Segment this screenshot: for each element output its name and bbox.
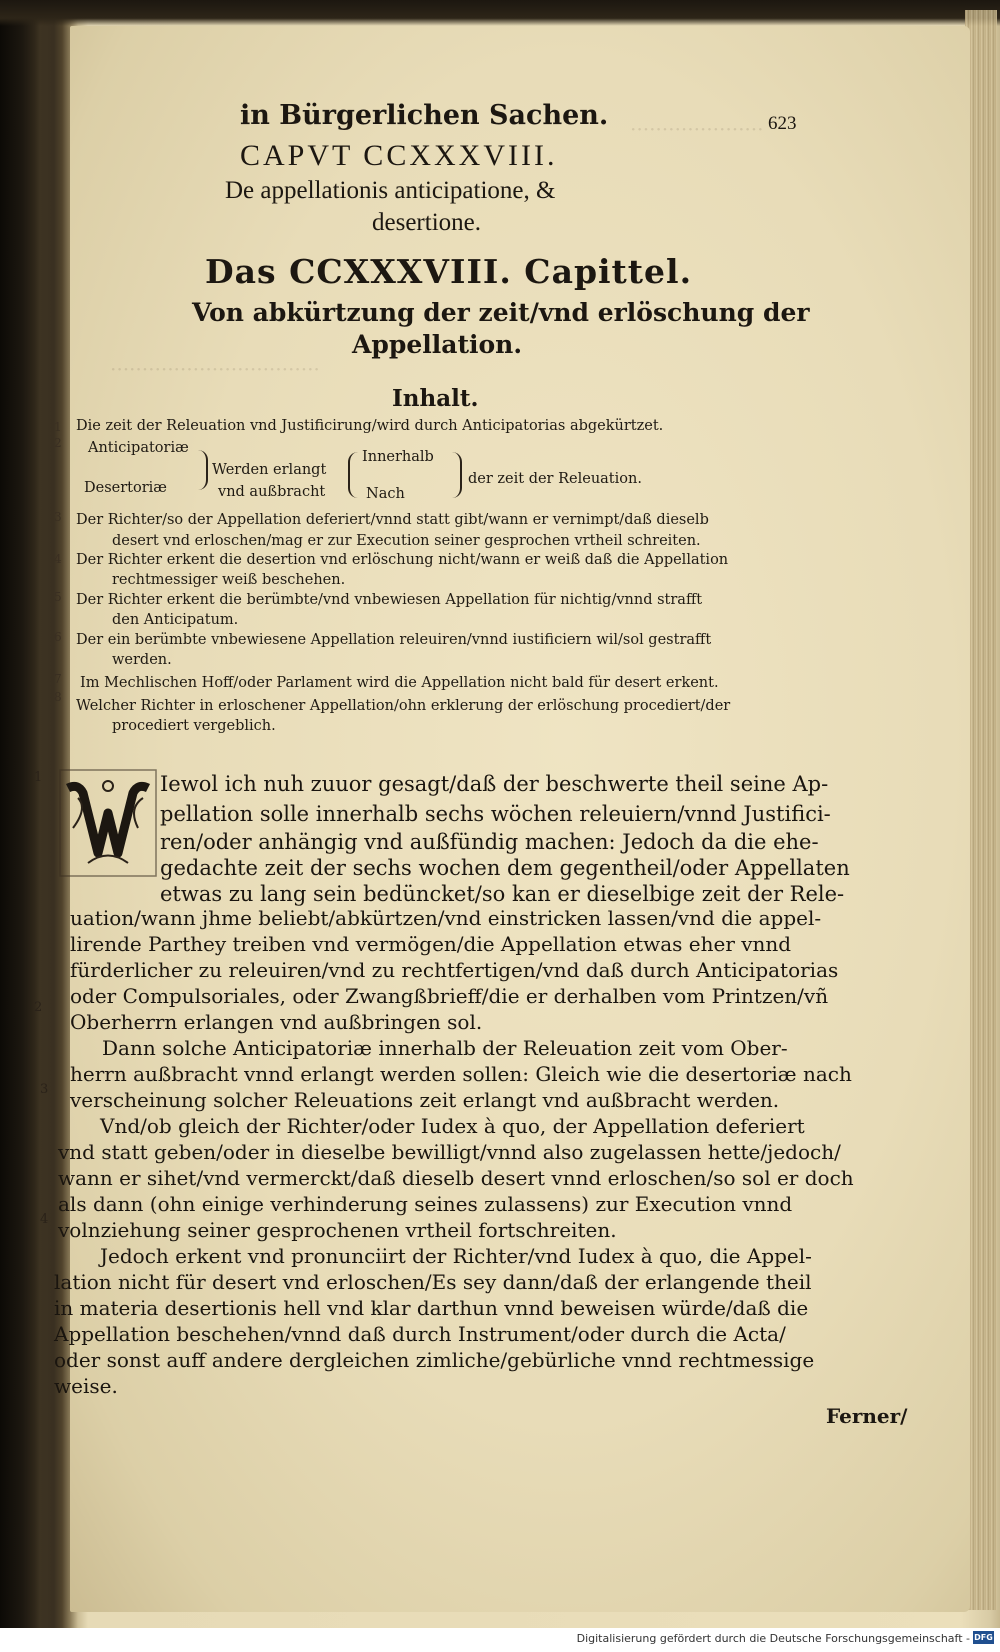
diagram-brace xyxy=(194,450,208,490)
body-line: verscheinung solcher Releuations zeit erlangt vnd außbracht werden. xyxy=(70,1088,780,1112)
body-line: volnziehung seiner gesprochenen vrtheil fortschreiten. xyxy=(58,1218,617,1242)
inhalt-heading: Inhalt. xyxy=(392,385,479,412)
summary-number: 3 xyxy=(54,510,62,524)
body-line: oder sonst auff andere dergleichen zimliche/gebürliche vnnd rechtmessige xyxy=(54,1348,815,1372)
margin-number: 1 xyxy=(34,770,43,785)
summary-item-continued: den Anticipatum. xyxy=(112,612,239,628)
summary-item: Der Richter/so der Appellation deferiert/vnnd statt gibt/wann er vernimpt/daß dieselb xyxy=(76,512,709,528)
catchword: Ferner/ xyxy=(826,1404,908,1428)
diagram-desertoriae: Desertoriæ xyxy=(84,480,167,496)
footer-credit: Digitalisierung gefördert durch die Deutsche Forschungsgemeinschaft - xyxy=(576,1632,970,1645)
summary-number: 2 xyxy=(54,436,62,450)
german-title-line2: Appellation. xyxy=(352,330,523,359)
german-chapter-title: Das CCXXXVIII. Capittel. xyxy=(205,252,693,291)
caput-title: CAPVT CCXXXVIII. xyxy=(240,139,558,172)
body-line: fürderlicher zu releuiren/vnd zu rechtfertigen/vnd daß durch Anticipatorias xyxy=(70,958,839,982)
diagram-vnd-aussbracht: vnd außbracht xyxy=(218,484,326,500)
latin-title-line2: desertione. xyxy=(372,209,481,236)
bleed-through-text: ································· xyxy=(110,357,320,381)
margin-number: 3 xyxy=(40,1082,49,1097)
body-line: lirende Parthey treiben vnd vermögen/die Appellation etwas eher vnnd xyxy=(70,932,792,956)
body-line: ren/oder anhängig vnd außfündig machen: Jedoch da die ehe- xyxy=(160,830,819,854)
body-line: Vnd/ob gleich der Richter/oder Iudex à quo, der Appellation deferiert xyxy=(100,1114,805,1138)
diagram-werden-erlangt: Werden erlangt xyxy=(212,462,327,478)
diagram-result: der zeit der Releuation. xyxy=(468,471,642,487)
summary-item: Welcher Richter in erloschener Appellation/ohn erklerung der erlöschung procediert/der xyxy=(76,698,731,714)
body-line: weise. xyxy=(54,1374,118,1398)
summary-number: 7 xyxy=(54,672,62,686)
margin-number: 2 xyxy=(34,1000,43,1015)
page-number: 623 xyxy=(768,113,797,134)
body-line: in materia desertionis hell vnd klar darthun vnnd beweisen würde/daß die xyxy=(54,1296,809,1320)
summary-item: Der Richter erkent die desertion vnd erlöschung nicht/wann er weiß daß die Appellation xyxy=(76,552,729,568)
decorated-initial-w xyxy=(58,768,158,878)
body-line: etwas zu lang sein bedüncket/so kan er dieselbige zeit der Rele- xyxy=(160,882,845,906)
body-line: herrn außbracht vnnd erlangt werden sollen: Gleich wie die desertoriæ nach xyxy=(70,1062,852,1086)
german-title-line1: Von abkürtzung der zeit/vnd erlöschung der xyxy=(192,298,810,327)
book-top-shadow xyxy=(0,0,1000,26)
summary-item-continued: desert vnd erloschen/mag er zur Execution seiner gesprochen vrtheil schreiten. xyxy=(112,533,701,549)
running-head: in Bürgerlichen Sachen. xyxy=(240,100,609,131)
diagram-anticipatoriae: Anticipatoriæ xyxy=(88,440,189,456)
summary-item-continued: werden. xyxy=(112,652,172,668)
body-line: gedachte zeit der sechs wochen dem gegentheil/oder Appellaten xyxy=(160,856,850,880)
body-line: vnd statt geben/oder in dieselbe bewilligt/vnnd also zugelassen hette/jedoch/ xyxy=(58,1140,841,1164)
body-line: Iewol ich nuh zuuor gesagt/daß der beschwerte theil seine Ap- xyxy=(160,772,829,796)
bleed-through-text: ····················· xyxy=(630,117,764,141)
summary-item-continued: procediert vergeblich. xyxy=(112,718,276,734)
summary-number: 1 xyxy=(54,420,62,434)
body-line: uation/wann jhme beliebt/abkürtzen/vnd einstricken lassen/vnd die appel- xyxy=(70,906,822,930)
body-line: Jedoch erkent vnd pronunciirt der Richter/vnd Iudex à quo, die Appel- xyxy=(100,1244,812,1268)
summary-number: 5 xyxy=(54,590,62,604)
summary-item-continued: rechtmessiger weiß beschehen. xyxy=(112,572,346,588)
summary-item: Der ein berümbte vnbewiesene Appellation releuiren/vnnd iustificiern wil/sol gestrafft xyxy=(76,632,712,648)
body-line: pellation solle innerhalb sechs wöchen releuiern/vnnd Justifici- xyxy=(160,802,831,826)
summary-item: Im Mechlischen Hoff/oder Parlament wird die Appellation nicht bald für desert erkent. xyxy=(80,675,719,691)
body-line: als dann (ohn einige verhinderung seines zulassens) zur Execution vnnd xyxy=(58,1192,793,1216)
body-line: wann er sihet/vnd vermerckt/daß dieselb desert vnnd erloschen/so sol er doch xyxy=(58,1166,854,1190)
summary-number: 8 xyxy=(54,690,62,704)
body-line: Appellation beschehen/vnnd daß durch Instrument/oder durch die Acta/ xyxy=(54,1322,786,1346)
diagram-nach: Nach xyxy=(366,486,405,502)
diagram-brace xyxy=(348,452,358,498)
diagram-innerhalb: Innerhalb xyxy=(362,449,434,465)
dfg-logo: DFG xyxy=(974,1633,993,1642)
body-line: oder Compulsoriales, oder Zwangßbrieff/die er derhalben vom Printzen/vñ xyxy=(70,984,829,1008)
summary-number: 4 xyxy=(54,552,62,566)
latin-title-line1: De appellationis anticipatione, & xyxy=(225,177,556,204)
summary-item: Der Richter erkent die berümbte/vnd vnbewiesen Appellation für nichtig/vnnd strafft xyxy=(76,592,703,608)
margin-number: 4 xyxy=(40,1212,49,1227)
diagram-brace xyxy=(452,452,462,498)
initial-letter: W xyxy=(102,828,114,839)
body-line: Oberherrn erlangen vnd außbringen sol. xyxy=(70,1010,483,1034)
summary-number: 6 xyxy=(54,630,62,644)
summary-item: Die zeit der Releuation vnd Justificirung/wird durch Anticipatorias abgekürtzet. xyxy=(76,418,664,434)
body-line: lation nicht für desert vnd erloschen/Es sey dann/daß der erlangende theil xyxy=(54,1270,812,1294)
body-line: Dann solche Anticipatoriæ innerhalb der Releuation zeit vom Ober- xyxy=(102,1036,788,1060)
